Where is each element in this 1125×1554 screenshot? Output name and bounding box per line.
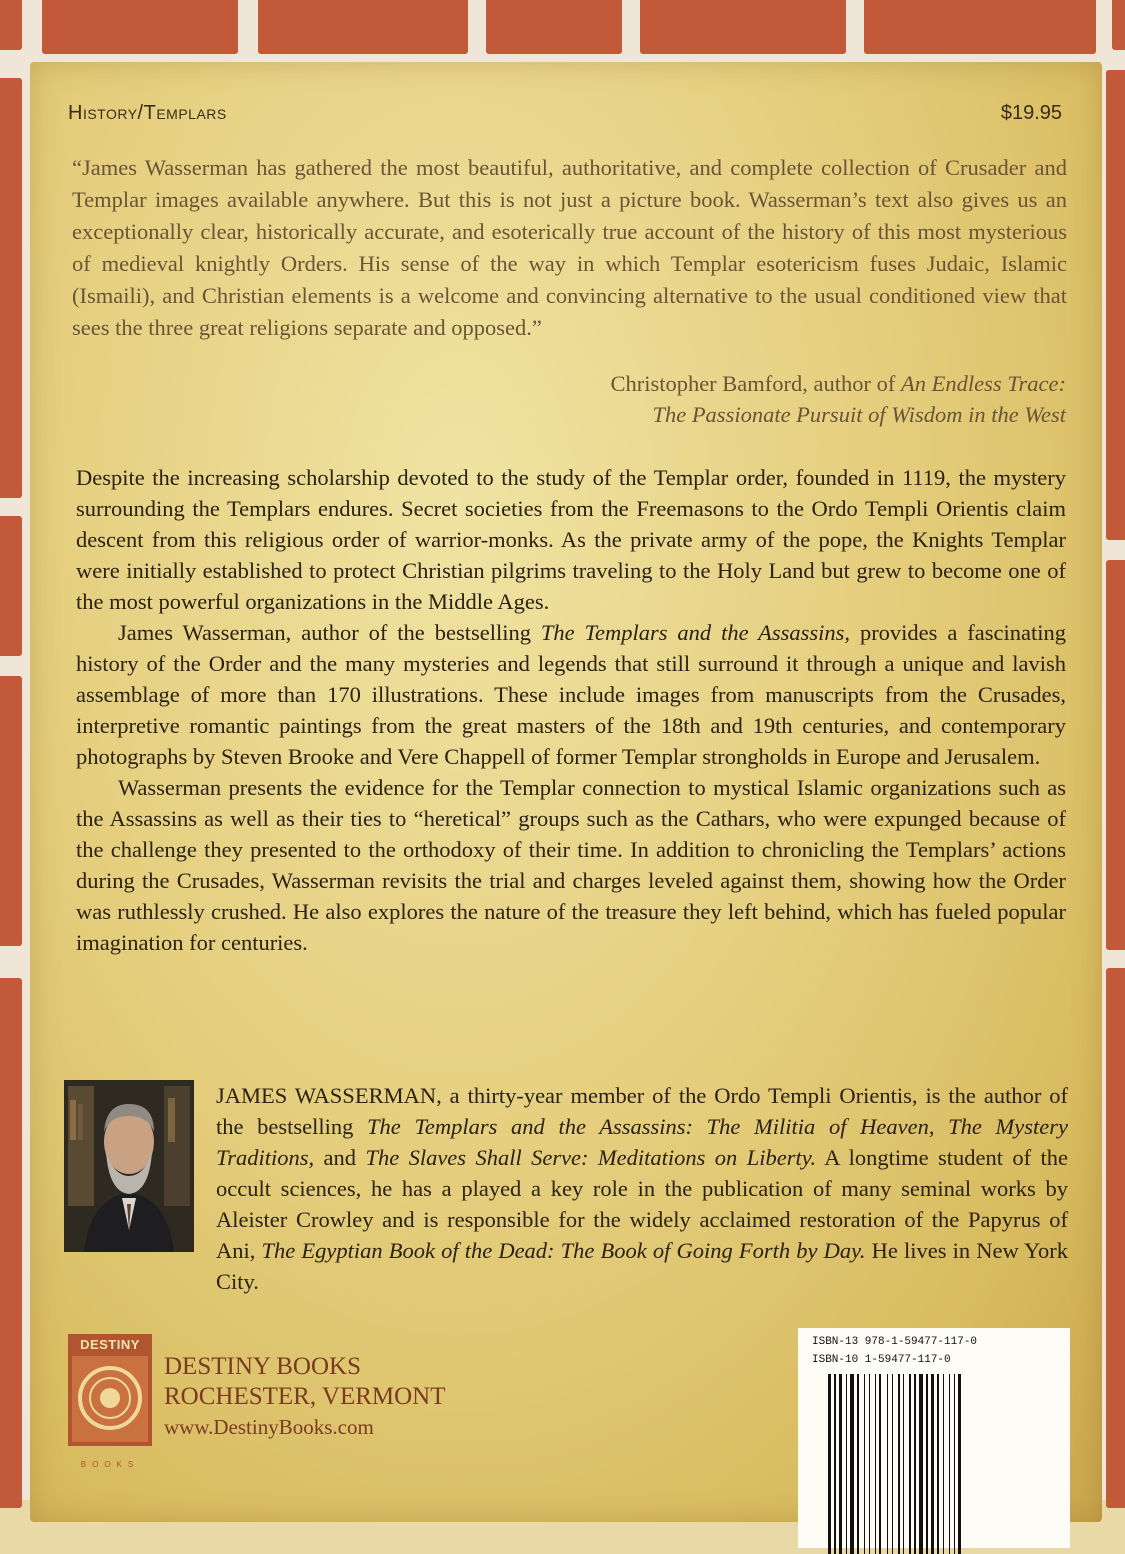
quote-attribution	[366, 368, 1066, 430]
brick	[864, 0, 1096, 54]
attribution-author: Christopher Bamford, author of	[610, 371, 902, 396]
description	[76, 462, 1066, 958]
brick	[1112, 0, 1125, 50]
attribution-title-2: The Passionate Pursuit of Wisdom in the West	[652, 402, 1066, 427]
bio-text: and	[314, 1145, 366, 1170]
barcode-bar	[850, 1374, 854, 1554]
bio-text: JAMES WASSERMAN, a thirty-year member of the Ordo Templi Orientis, is the author of the bestselling	[216, 1083, 1068, 1139]
bio-book-title: The Slaves Shall Serve: Meditations on Liberty.	[365, 1145, 817, 1170]
author-photo	[64, 1080, 194, 1252]
barcode-bar	[926, 1374, 928, 1554]
barcode-bar	[828, 1374, 831, 1554]
barcode-bar	[869, 1374, 870, 1554]
barcode	[798, 1328, 1070, 1548]
barcode-bars	[828, 1374, 1058, 1554]
publisher-url: www.DestinyBooks.com	[164, 1415, 374, 1439]
barcode-bar	[909, 1374, 911, 1554]
endorsement-quote: “James Wasserman has gathered the most beautiful, authoritative, and complete collection of Crusader and Templar images available anywhere. But this is not just a picture book. Wasserman’s text also gives us an exceptionally clear, historically accurate, and esoterically true account of the history of this most mysterious of medieval knightly Orders. His sense of the way in which Templar esotericism fuses Judaic, Islamic (Ismaili), and Christian elements is a welcome and convincing alternative to the usual conditioned view that sees the three great religions separate and opposed.”	[72, 155, 1067, 340]
brick	[1106, 70, 1125, 540]
publisher-logo	[68, 1334, 152, 1446]
paragraph-text: James Wasserman, author of the bestselling	[118, 620, 541, 645]
barcode-bar	[914, 1374, 916, 1554]
logo-sublabel: BOOKS	[80, 1460, 140, 1469]
barcode-bar	[864, 1374, 865, 1554]
brick	[0, 0, 22, 50]
brick	[1106, 968, 1125, 1508]
isbn-10: ISBN-10 1-59477-117-0	[812, 1354, 951, 1366]
category-label: History/Templars	[68, 102, 227, 124]
book-back-cover	[30, 62, 1102, 1522]
barcode-bar	[875, 1374, 876, 1554]
bio-book-titles: The Templars and the Assassins: The Militia of Heaven, The Mystery Traditions,	[216, 1114, 1068, 1170]
barcode-bar	[903, 1374, 904, 1554]
barcode-bar	[931, 1374, 934, 1554]
brick	[258, 0, 468, 54]
brick	[0, 676, 22, 946]
publisher-info	[164, 1352, 446, 1442]
isbn-13: ISBN-13 978-1-59477-117-0	[812, 1336, 978, 1348]
barcode-bar	[834, 1374, 836, 1554]
barcode-bar	[887, 1374, 888, 1554]
brick	[42, 0, 238, 54]
publisher-name: DESTINY BOOKS	[164, 1353, 361, 1380]
brick	[486, 0, 622, 54]
barcode-bar	[937, 1374, 939, 1554]
bio-book-title: The Egyptian Book of the Dead: The Book of Going Forth by Day.	[261, 1238, 866, 1263]
barcode-bar	[919, 1374, 923, 1554]
price-label: $19.95	[1000, 102, 1062, 124]
brick	[0, 78, 22, 498]
brick	[640, 0, 846, 54]
barcode-bar	[958, 1374, 961, 1554]
brick	[1106, 560, 1125, 950]
barcode-bar	[949, 1374, 950, 1554]
sun-icon	[68, 1334, 152, 1446]
description-paragraph-3: Wasserman presents the evidence for the Templar connection to mystical Islamic organizations such as the Assassins as well as their ties to “heretical” groups such as the Cathars, who were expunged because of the challenge they presented to the orthodoxy of their time. In addition to chronicling the Templars’ actions during the Crusades, Wasserman revisits the trial and charges leveled against them, showing how the Order was ruthlessly crushed. He also explores the nature of the treasure they left behind, which has fueled popular imagination for centuries.	[76, 775, 1066, 955]
barcode-bar	[879, 1374, 881, 1554]
barcode-bar	[943, 1374, 944, 1554]
publisher-location: ROCHESTER, VERMONT	[164, 1383, 446, 1410]
paragraph-text: provides a fascinating history of the Order and the many mysteries and legends that still surround it through a unique and lavish assemblage of more than 170 illustrations. These include images from manuscripts from the Crusades, interpretive romantic paintings from the great masters of the 18th and 19th centuries, and contemporary photographs by Steven Brooke and Vere Chappell of former Templar strongholds in Europe and Jerusalem.	[76, 620, 1066, 769]
barcode-bar	[892, 1374, 893, 1554]
description-paragraph-2	[76, 617, 1066, 772]
barcode-bar	[839, 1374, 842, 1554]
brick	[0, 978, 22, 1508]
description-paragraph-1: Despite the increasing scholarship devoted to the study of the Templar order, founded in 1119, the mystery surrounding the Templars endures. Secret societies from the Freemasons to the Ordo Templi Orientis claim descent from this religious order of warrior-monks. As the private army of the pope, the Knights Templar were initially established to protect Christian pilgrims traveling to the Holy Land but grew to become one of the most powerful organizations in the Middle Ages.	[76, 465, 1066, 614]
attribution-title-1: An Endless Trace:	[901, 371, 1066, 396]
barcode-bar	[857, 1374, 859, 1554]
bio-text: He lives in New York City.	[216, 1238, 1068, 1294]
barcode-bar	[846, 1374, 847, 1554]
barcode-bar	[898, 1374, 900, 1554]
book-title: The Templars and the Assassins,	[540, 620, 851, 645]
bio-text: A longtime student of the occult sciences, he has a played a key role in the publication of many seminal works by Aleister Crowley and is responsible for the widely acclaimed restoration of the Papyrus of Ani,	[216, 1145, 1068, 1263]
author-bio	[216, 1080, 1068, 1297]
logo-label: DESTINY	[80, 1337, 140, 1352]
barcode-bar	[954, 1374, 955, 1554]
brick	[0, 516, 22, 656]
